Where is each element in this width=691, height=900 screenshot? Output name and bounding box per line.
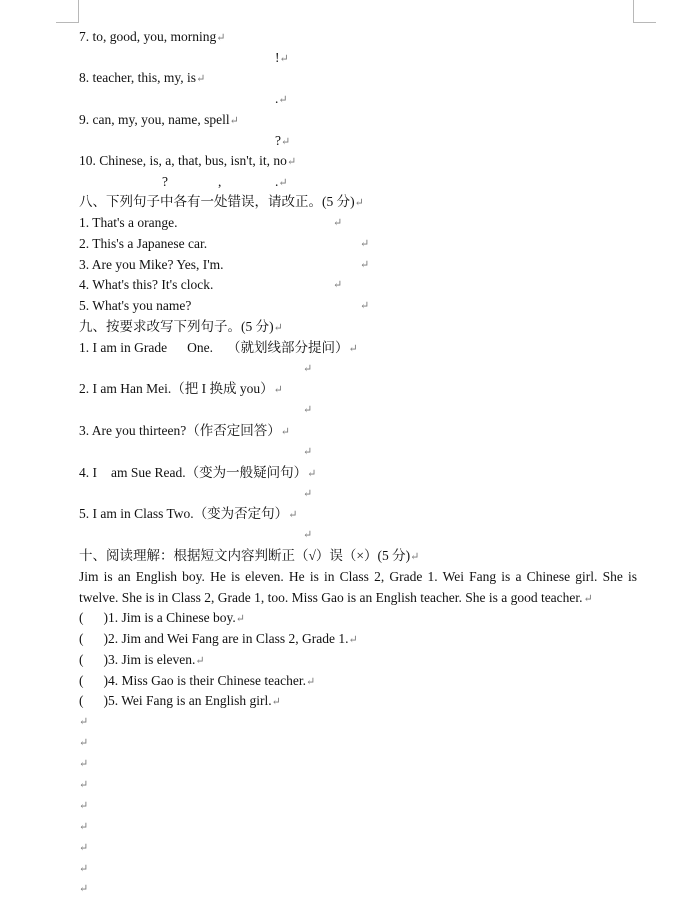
answer-mark-10a: ?: [162, 174, 168, 189]
empty-paragraph: ↵: [79, 863, 89, 875]
empty-paragraph: ↵: [79, 716, 89, 728]
empty-paragraph: ↵: [79, 842, 89, 854]
section-8-heading: 八、下列句子中各有一处错误，请改正。(5 分)↵: [79, 194, 364, 209]
error-item-5: 5. What's you name?: [79, 298, 192, 313]
error-item-1: 1. That's a orange.: [79, 215, 178, 230]
unscramble-item-10: 10. Chinese, is, a, that, bus, isn't, it, no↵: [79, 153, 297, 168]
unscramble-item-7: 7. to, good, you, morning↵: [79, 29, 226, 44]
error-item-2: 2. This's a Japanese car.: [79, 236, 208, 251]
judge-question-2: ( )2. Jim and Wei Fang are in Class 2, Grade 1.↵: [79, 631, 358, 646]
unscramble-item-9: 9. can, my, you, name, spell↵: [79, 112, 239, 127]
rewrite-item-4: 4. I am Sue Read.（变为一般疑问句）↵: [79, 465, 317, 480]
empty-paragraph: ↵: [79, 737, 89, 749]
empty-paragraph: ↵: [79, 779, 89, 791]
pilcrow-mark: ↵: [333, 217, 343, 229]
pilcrow-mark: ↵: [303, 529, 313, 541]
rewrite-item-3: 3. Are you thirteen?（作否定回答）↵: [79, 423, 290, 438]
rewrite-item-5: 5. I am in Class Two.（变为否定句）↵: [79, 506, 298, 521]
corner-mark-top-left: [56, 0, 79, 23]
pilcrow-mark: ↵: [303, 363, 313, 375]
empty-paragraph: ↵: [79, 758, 89, 770]
pilcrow-mark: ↵: [360, 300, 370, 312]
rewrite-item-2: 2. I am Han Mei.（把 I 换成 you）↵: [79, 381, 283, 396]
pilcrow-mark: ↵: [360, 259, 370, 271]
empty-paragraph: ↵: [79, 821, 89, 833]
empty-paragraph: ↵: [79, 883, 89, 895]
answer-mark-10c: .↵: [275, 174, 288, 189]
section-9-heading: 九、按要求改写下列句子。(5 分)↵: [79, 319, 283, 334]
pilcrow-mark: ↵: [303, 404, 313, 416]
reading-passage: Jim is an English boy. He is eleven. He is in Class 2, Grade 1. Wei Fang is a Chinese girl. She is twelve. She is in Class 2, Grade 1, too. Miss Gao is an English teacher. She is a good teacher.↵: [79, 569, 637, 605]
empty-paragraph: ↵: [79, 800, 89, 812]
pilcrow-mark: ↵: [333, 279, 343, 291]
judge-question-5: ( )5. Wei Fang is an English girl.↵: [79, 693, 281, 708]
corner-mark-top-right: [633, 0, 656, 23]
section-10-heading: 十、阅读理解：根据短文内容判断正（√）误（×）(5 分)↵: [79, 548, 420, 563]
rewrite-item-1: 1. I am in Grade One. （就划线部分提问）↵: [79, 340, 358, 355]
judge-question-4: ( )4. Miss Gao is their Chinese teacher.↵: [79, 673, 316, 688]
error-item-4: 4. What's this? It's clock.: [79, 277, 214, 292]
judge-question-3: ( )3. Jim is eleven.↵: [79, 652, 205, 667]
pilcrow-mark: ↵: [303, 446, 313, 458]
answer-mark-10b: ,: [218, 174, 222, 189]
error-item-3: 3. Are you Mike? Yes, I'm.: [79, 257, 224, 272]
pilcrow-mark: ↵: [360, 238, 370, 250]
unscramble-item-8: 8. teacher, this, my, is↵: [79, 70, 206, 85]
answer-line-7: !↵: [275, 50, 289, 65]
answer-line-8: .↵: [275, 91, 288, 106]
pilcrow-mark: ↵: [303, 488, 313, 500]
answer-line-9: ?↵: [275, 133, 291, 148]
judge-question-1: ( )1. Jim is a Chinese boy.↵: [79, 610, 245, 625]
